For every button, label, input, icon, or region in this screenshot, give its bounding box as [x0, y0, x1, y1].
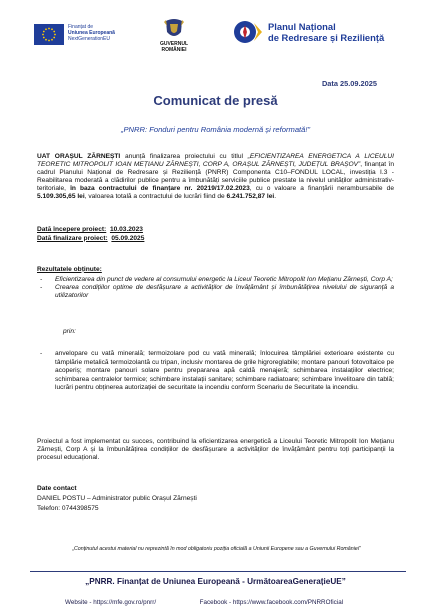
intro-text: , cu o valoare a finanțării nerambursabile de — [249, 184, 394, 192]
results-list — [37, 276, 394, 300]
disclaimer: „Conținutul acestui material nu reprezintă în mod obligatoriu poziția oficială a Uniunii Europene sau a Guvernului României” — [72, 546, 361, 552]
start-date-value: 10.03.2023 — [109, 226, 143, 233]
results-heading: Rezultatele obținute: — [37, 266, 102, 273]
end-date-row — [37, 235, 144, 244]
list-item — [37, 350, 394, 393]
intro-text: , finanțat în cadrul Planului Național de Redresare și Reziliență (PNRR) Componenta C10–FONDUL LOCAL, investiția I.3 - Reabilitarea moderată a clădirilor publice pentru a îmbunătăți serviciile publice prestate la nivelul unităților administrativ-teritoriale, — [37, 160, 395, 192]
prin-label: prin: — [63, 328, 76, 335]
contact-name: DANIEL POSTU – Administrator public Orașul Zărnești — [37, 495, 197, 502]
gov-logo-text — [148, 41, 200, 53]
bullet-dash-icon: - — [40, 350, 43, 357]
gov-logo-line: GUVERNUL — [159, 41, 189, 47]
eu-flag-icon — [34, 24, 64, 45]
footer-links — [65, 599, 343, 606]
pnrr-logo-text — [268, 22, 384, 43]
facebook-link[interactable]: Facebook - https://www.facebook.com/PNRROficial — [199, 599, 344, 606]
total-value: 6.241.752,87 lei — [226, 192, 275, 200]
list-item — [37, 276, 394, 284]
contact-heading: Date contact — [37, 485, 77, 492]
page-subtitle: „PNRR: Fonduri pentru România modernă și reformată!” — [120, 125, 311, 134]
project-title: „EFICIENTIZAREA ENERGETICA A LICEULUI TEORETIC MITROPOLIT IOAN MEȚIANU ZĂRNEȘTI, CORP A, ORAȘUL ZĂRNEȘTI, JUDEȚUL BRAȘOV” — [37, 153, 394, 168]
intro-text: , valoarea totală a contractului de lucrări fiind de — [84, 192, 227, 200]
intro-text: . — [274, 192, 277, 200]
bullet-dash-icon: - — [40, 276, 43, 283]
website-link[interactable]: Website - https://mfe.gov.ro/pnrr/ — [65, 599, 157, 606]
intro-text: anunță finalizarea proiectului cu titlul — [120, 153, 248, 160]
result-text: Eficientizarea din punct de vedere al consumului energetic la Liceul Teoretic Mitropolit Ion Mețianu Zărnești, Corp A; — [55, 276, 393, 283]
result-text: Crearea condițiilor optime de desfășurare a activităților de învățământ și îmbunătățirea nivelului de siguranță a utilizatorilor — [55, 283, 394, 299]
pnrr-logo-line: de Redresare și Reziliență — [268, 31, 385, 43]
footer-slogan: „PNRR. Finanțat de Uniunea Europeană - UrmătoareaGenerațieUE” — [85, 577, 346, 586]
contract-number: în baza contractului de finanțare nr. 20219/17.02.2023 — [70, 184, 250, 192]
contact-phone: Telefon: 0744398575 — [37, 504, 99, 512]
pnrr-logo-line: Planul Național — [268, 21, 336, 32]
project-dates — [37, 226, 144, 243]
start-date-label: Dată începere proiect: — [37, 226, 107, 233]
grant-value: 5.109.305,65 lei — [37, 192, 85, 200]
end-date-value: 05.09.2025 — [111, 234, 145, 242]
eu-logo-line: NextGenerationEU — [68, 36, 110, 42]
intro-entity: UAT ORAȘUL ZĂRNEȘTI — [37, 153, 121, 160]
contact-block — [37, 494, 197, 513]
start-date-row — [37, 226, 144, 235]
eu-logo-line: Finanțat de — [68, 24, 94, 30]
works-text: anvelopare cu vată minerală; termoizolare pod cu vată minerală; înlocuirea tâmplăriei exterioare existente cu tâmplărie metalică termoizolantă cu tripan, inclusiv montarea de grile higroreglabile; montare panouri fotovoltaice pe acoperiș; montare panouri solare pentru prepararea apă caldă menajeră; schimbarea instalațiilor electrice; schimbarea centralelor termice; schimbare instalații sanitare; schimbare radiatoare; schimbare învelitoare din tablă; lucrări pentru obținerea autorizației de securitate la incendiu conform Scenariu de Securitate la incendiu. — [55, 350, 394, 392]
list-item — [37, 284, 394, 300]
eu-logo-text — [68, 24, 115, 42]
pnrr-logo-icon — [232, 19, 264, 45]
works-list — [37, 350, 394, 393]
page-title: Comunicat de presă — [153, 93, 278, 108]
eu-logo-line: Uniunea Europeană — [68, 30, 115, 36]
closing-paragraph: Proiectul a fost implementat cu succes, contribuind la eficientizarea energetică a Liceului Teoretic Mitropolit Ion Mețianu Zărnești, Corp A și la îmbunătățirea condițiilor de desfășurare a activităților de învățământ pentru toți participanții la procesul educațional. — [37, 438, 394, 461]
bullet-dash-icon: - — [40, 283, 43, 291]
document-date: Data 25.09.2025 — [321, 79, 377, 88]
footer-divider — [30, 571, 406, 572]
gov-logo-line: ROMÂNIEI — [161, 47, 187, 53]
end-date-label: Dată finalizare proiect: — [37, 234, 108, 242]
intro-paragraph — [37, 153, 394, 200]
